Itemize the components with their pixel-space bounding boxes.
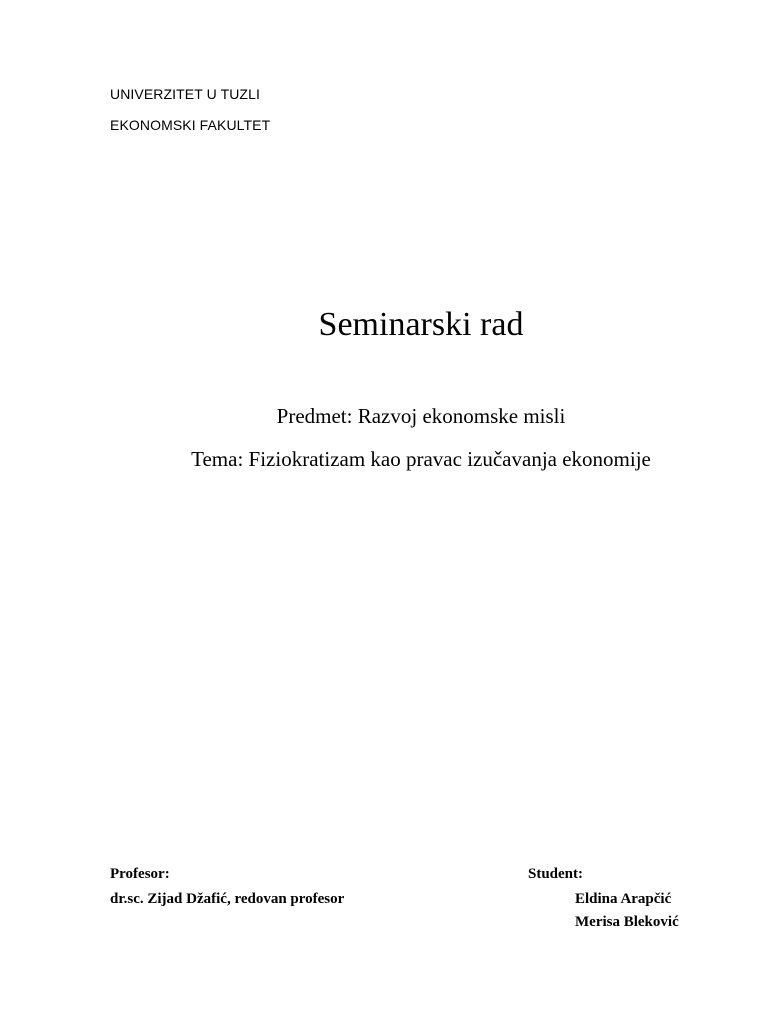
professor-label: Profesor: — [110, 866, 170, 882]
document-title: Seminarski rad — [318, 306, 524, 343]
university-name: UNIVERZITET U TUZLI — [110, 86, 260, 102]
student-label: Student: — [528, 866, 584, 882]
subject-line: Predmet: Razvoj ekonomske misli — [276, 404, 566, 428]
student-name: Merisa Bleković — [575, 914, 679, 930]
faculty-name: EKONOMSKI FAKULTET — [110, 117, 271, 133]
student-name: Eldina Arapčić — [575, 891, 672, 907]
professor-name: dr.sc. Zijad Džafić, redovan profesor — [110, 891, 345, 907]
topic-line: Tema: Fiziokratizam kao pravac izučavanja ekonomije — [191, 447, 651, 471]
